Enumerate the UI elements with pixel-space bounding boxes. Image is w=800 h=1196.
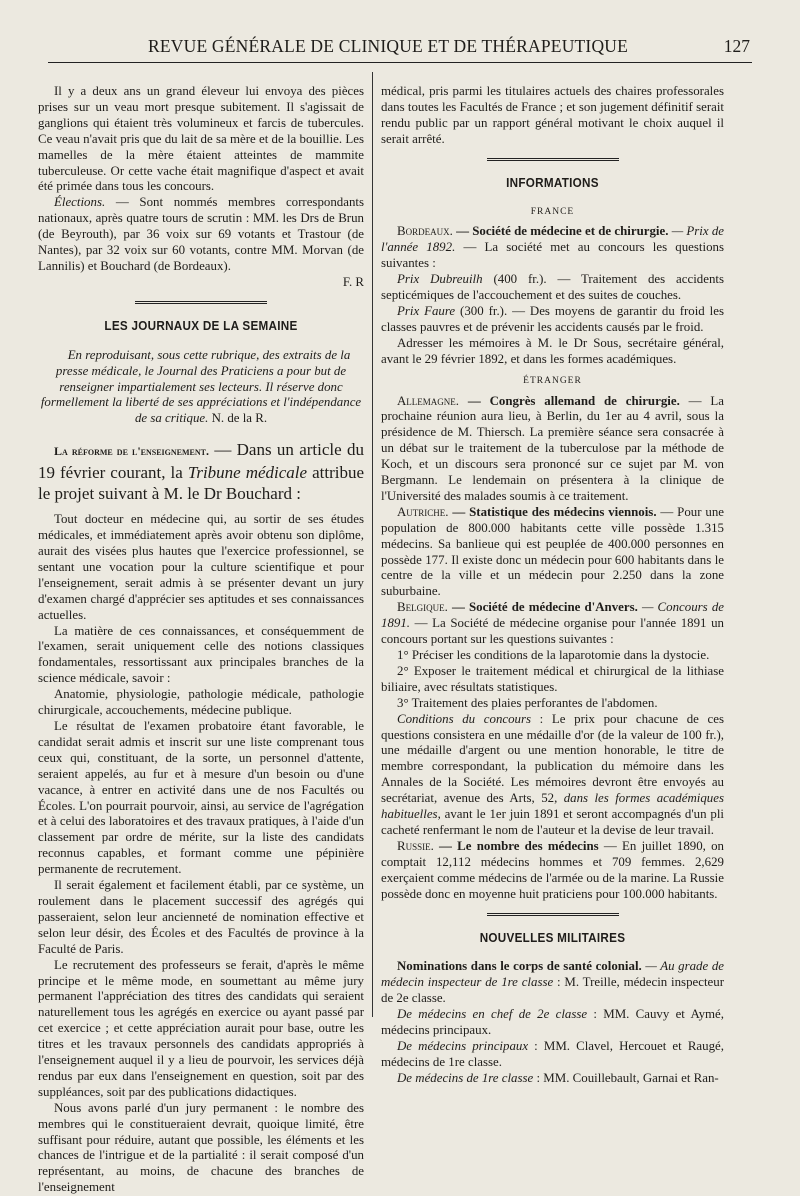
news-item bbox=[381, 394, 724, 505]
prize-text: (300 fr.). — Des moyens de garantir du froid les classes pauvres et de prévenir les accidents causés par le froid. bbox=[381, 303, 724, 334]
signature: F. R bbox=[342, 274, 364, 289]
society: — Congrès allemand de chirurgie. bbox=[459, 393, 680, 408]
nomination-item bbox=[381, 1039, 724, 1071]
page-number: 127 bbox=[723, 36, 750, 56]
nomination-text: : MM. Cauvy et Aymé, médecins principaux. bbox=[381, 1007, 724, 1038]
right-column bbox=[381, 84, 724, 1087]
place: Belgique. bbox=[397, 600, 448, 615]
place: Autriche. bbox=[397, 504, 449, 519]
paragraph: Il serait également et facilement établi, par ce système, un roulement dans le placement successif des agrégés qui passeraient, selon leur ancienneté de nomination effective et selon leur désir, des Écoles et des Facultés de province à la Faculté de Paris. bbox=[38, 878, 364, 956]
nomination-item bbox=[381, 1071, 724, 1087]
place: Bordeaux. bbox=[397, 224, 453, 239]
prize-name: Prix Dubreuilh bbox=[397, 272, 483, 287]
question-item: 1° Préciser les conditions de la laparotomie dans la dystocie. bbox=[397, 648, 710, 662]
nomination-text: : M. Treille, médecin inspecteur de 2e classe. bbox=[381, 975, 724, 1006]
section-title: INFORMATIONS bbox=[506, 174, 599, 190]
paragraph: Adresser les mémoires à M. le Dr Sous, secrétaire général, avant le 29 février 1892, et dans les formes académiques. bbox=[381, 335, 724, 366]
left-column bbox=[38, 84, 364, 1196]
country-label: ÉTRANGER bbox=[523, 375, 582, 386]
paragraph: La matière de ces connaissances, et conséquemment de l'examen, serait uniquement celle des notions classiques fondamentales, ressortissant aux principales branches de la science médicale, savoir : bbox=[38, 623, 364, 686]
nomination-item bbox=[381, 1007, 724, 1039]
journal-name: Tribune médicale bbox=[187, 463, 308, 483]
nomination-grade: — Au grade de médecin inspecteur de 1re classe bbox=[381, 959, 724, 990]
nomination-grade: De médecins principaux bbox=[397, 1038, 529, 1053]
nomination-item bbox=[381, 959, 724, 1007]
elections-label: Élections. bbox=[54, 195, 106, 210]
section-divider bbox=[487, 158, 619, 161]
elections-text: — Sont nommés membres correspondants nationaux, après quatre tours de scrutin : MM. les Drs de Brun (de Beyrouth), par 36 voix sur 69 votants et Trastour (de Nantes), par 32 voix sur 60 votants, contre MM. Morvan (de Lannilis) et Bouchard (de Bordeaux). bbox=[38, 195, 364, 273]
news-text: — La prochaine réunion aura lieu, à Berlin, du 1er au 4 avril, sous la présidence de M. Thiersch. La première séance sera consacrée à un débat sur le traitement de la tuberculose par la méthode de Koch, et un discours sera prononcé sur ce sujet par M. von Bergmann. Le lendemain on présentera à la clinique de l'Université des malades soumis à ce traitement. bbox=[381, 393, 724, 503]
country-label: FRANCE bbox=[530, 206, 575, 217]
article-lead bbox=[38, 439, 364, 504]
paragraph: Anatomie, physiologie, pathologie médicale, pathologie chirurgicale, accouchements, médecine publique. bbox=[38, 687, 364, 718]
prize: — Prix de l'année 1892. bbox=[381, 224, 724, 255]
question-item: 3° Traitement des plaies perforantes de l'abdomen. bbox=[397, 695, 658, 710]
conditions-text: : Le prix pour chacune de ces questions consistera en une médaille d'or (de la valeur de 100 fr.), une médaille d'argent ou une mention honorable, le titre de membre correspondant, la publication du mémoire dans les Annales de la Société. Les mémoires devront être envoyés au secrétariat, avenue des Arts, 52, bbox=[381, 711, 724, 806]
society: — Le nombre des médecins bbox=[433, 838, 599, 853]
column-separator bbox=[372, 72, 373, 1017]
place: Allemagne. bbox=[397, 393, 460, 408]
prize-item bbox=[381, 304, 724, 336]
section-title: NOUVELLES MILITAIRES bbox=[479, 929, 626, 945]
editorial-note-text: En reproduisant, sous cette rubrique, des extraits de la presse médicale, le Journal des Praticiens a pour but de renseigner impartialement ses lecteurs. Il réserve donc formellement la liberté de ses appréciations et l'indépendance de sa critique. bbox=[40, 347, 362, 426]
society: — Société de médecine et de chirurgie. bbox=[452, 224, 669, 239]
prize-item bbox=[381, 272, 724, 304]
conditions-italic: dans les formes académiques habituelles bbox=[381, 791, 724, 822]
editorial-note-signature: N. de la R. bbox=[208, 411, 268, 426]
section-divider bbox=[135, 301, 267, 304]
paragraph: Il y a deux ans un grand éleveur lui envoya des pièces prises sur un veau mort presque subitement. Il s'agissait de ganglions qui étaient très volumineux et farcis de tubercules. Ce veau n'avait pris que du lait de sa mère et de la bouillie. Les mamelles de la mère étaient atteintes de mammite tuberculeuse. Or cette vache était magnifique d'aspect et avait été primée dans tous les concours. bbox=[38, 84, 364, 194]
paragraph: Tout docteur en médecine qui, au sortir de ses études médicales, et immédiatement après avoir obtenu son diplôme, aurait des visées plus hautes que l'exercice professionnel, se sentant une vocation pour la culture scientifique et pour l'enseignement, serait admis à se présenter devant un jury d'examen chargé d'apprécier ses aptitudes et ses connaissances actuelles. bbox=[38, 512, 364, 622]
paragraph: Le résultat de l'examen probatoire étant favorable, le candidat serait admis et inscrit sur une liste comprenant tous ceux qui, constituant, de la sorte, un personnel d'attente, seraient appelés, au fur et à mesure d'un besoin ou d'une vacance, à entrer en activité dans une de nos Facultés ou Écoles. L'on pourrait pourvoir, ainsi, au service de l'agrégation et à celui des laboratoires et des travaux pratiques, à l'aide d'un classement par ordre de mérite, sur la liste des candidats reconnus capables, et formant comme une pépinière permanente de recrutement. bbox=[38, 719, 364, 877]
news-item bbox=[381, 224, 724, 272]
conditions-label: Conditions du concours bbox=[397, 711, 532, 726]
prize-text: (400 fr.). — Traitement des accidents septicémiques de l'accouchement et des suites de couches. bbox=[381, 272, 724, 303]
contest: — Concours de 1891. bbox=[381, 600, 724, 631]
paragraph: médical, pris parmi les titulaires actuels des chaires professorales dans toutes les Facultés de France ; et son jugement définitif serait rendu public par un rapport général motivant le choix auquel il serait arrêté. bbox=[381, 84, 724, 146]
conditions-paragraph bbox=[381, 712, 724, 839]
news-text: — La Société de médecine organise pour l'année 1891 un concours portant sur les questions suivantes : bbox=[381, 616, 724, 647]
nomination-text: : MM. Couillebault, Garnai et Ran- bbox=[533, 1070, 719, 1085]
place: Russie. bbox=[397, 838, 434, 853]
editorial-note bbox=[38, 348, 364, 428]
nomination-grade: De médecins en chef de 2e classe bbox=[397, 1007, 588, 1022]
nomination-text: : MM. Clavel, Hercouet et Raugé, médecins de 1re classe. bbox=[381, 1038, 724, 1069]
header-rule bbox=[48, 62, 752, 63]
article-lead-text-2: attribue le projet suivant à M. le Dr Bouchard : bbox=[38, 463, 365, 504]
news-text: — Pour une population de 800.000 habitants cette ville possède 1.315 médecins. Sa banlieue qui est peuplée de 400.000 personnes en possède 177. Il existe donc un médecin pour 600 habitants dans le centre de la ville et un médecin pour 2.250 dans la zone suburbaine. bbox=[381, 504, 724, 599]
paragraph: Nous avons parlé d'un jury permanent : le nombre des membres qui le constitueraient devrait, quoique limité, être suffisant pour réduire, autant que possible, les éléments et les chances de l'intrigue et de la partialité : il serait composé d'un représentant, au moins, de chacune des branches de l'enseignement bbox=[38, 1100, 364, 1195]
society: — Société de médecine d'Anvers. bbox=[447, 600, 638, 615]
running-header bbox=[50, 36, 750, 60]
society: — Statistique des médecins viennois. bbox=[448, 504, 657, 519]
article-title: La réforme de l'enseignement. bbox=[54, 444, 209, 459]
conditions-text-2: , avant le 1er juin 1891 et seront accompagnés d'un pli cacheté renfermant le nom de l'auteur et la devise de leur travail. bbox=[381, 807, 724, 837]
prize-name: Prix Faure bbox=[397, 303, 456, 318]
article-lead-text: — Dans un article du 19 février courant, la bbox=[38, 440, 364, 483]
journal-title: REVUE GÉNÉRALE DE CLINIQUE ET DE THÉRAPEUTIQUE bbox=[148, 36, 629, 56]
paragraph: Le recrutement des professeurs se ferait, d'après le même principe et le même mode, en soumettant au même jury permanent l'appréciation des titres des candidats qui seraient naturellement tous les agrégés en exercice ou ayant passé par cet exercice ; et cette appréciation aurait pour base, outre les titres et les travaux personnels des candidats appropriés à l'enseignement auquel il y a lieu de pourvoir, les services déjà rendus par eux dans l'enseignement en question, soit par des suppléances, soit par des publications didactiques. bbox=[38, 957, 364, 1099]
news-item bbox=[381, 839, 724, 903]
section-title: LES JOURNAUX DE LA SEMAINE bbox=[104, 317, 298, 333]
news-item bbox=[381, 600, 724, 648]
news-text: — En juillet 1890, on comptait 12,112 médecins hommes et 709 femmes. 2,629 exerçaient comme médecins de l'armée ou de la marine. La Russie possède donc en moyenne huit praticiens pour 100.000 habitants. bbox=[381, 838, 724, 901]
news-item bbox=[381, 505, 724, 600]
news-text: — La société met au concours les questions suivantes : bbox=[381, 240, 724, 271]
question-item: 2° Exposer le traitement médical et chirurgical de la lithiase biliaire, avec résultats statistiques. bbox=[381, 663, 724, 694]
section-divider bbox=[487, 913, 619, 916]
elections-paragraph bbox=[38, 195, 364, 275]
nomination-title: Nominations dans le corps de santé colonial. bbox=[397, 959, 642, 974]
signature-line bbox=[38, 275, 364, 291]
nomination-grade: De médecins de 1re classe bbox=[397, 1070, 534, 1085]
